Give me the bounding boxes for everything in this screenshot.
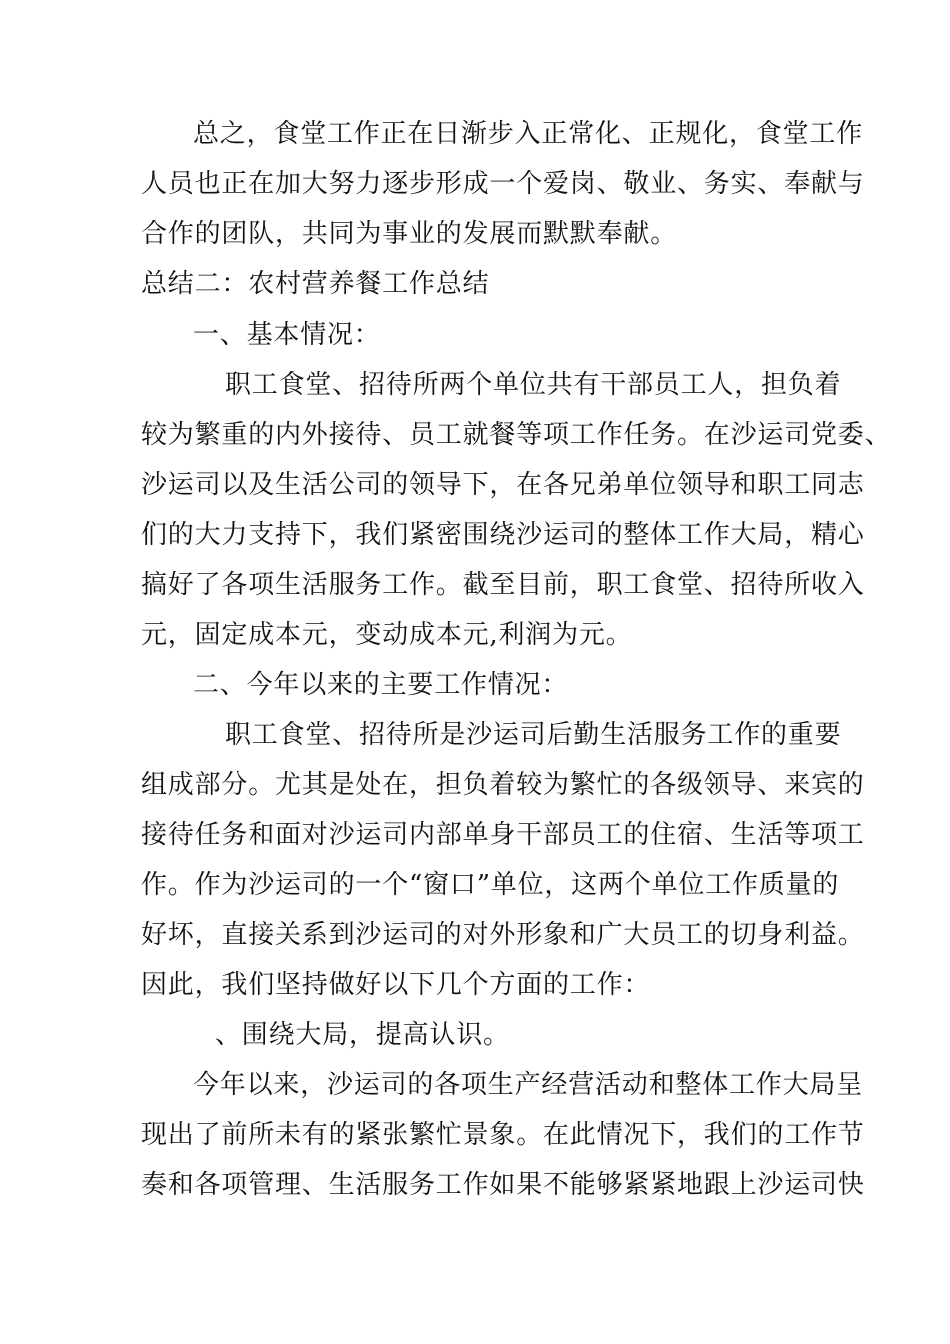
- paragraph-line: 总之，食堂工作正在日渐步入正常化、正规化，食堂工作: [193, 119, 864, 149]
- paragraph-line: 较为繁重的内外接待、员工就餐等项工作任务。在沙运司党委、: [141, 420, 892, 450]
- paragraph-line: 沙运司以及生活公司的领导下，在各兄弟单位领导和职工同志: [141, 470, 865, 500]
- paragraph-line: 职工食堂、招待所两个单位共有干部员工人，担负着: [225, 370, 842, 400]
- paragraph-line: 人员也正在加大努力逐步形成一个爱岗、敬业、务实、奉献与: [141, 169, 865, 199]
- paragraph-line: 作。作为沙运司的一个“窗口”单位，这两个单位工作质量的: [141, 870, 840, 900]
- paragraph-line: 合作的团队，共同为事业的发展而默默奉献。: [141, 219, 678, 249]
- paragraph-line: 今年以来，沙运司的各项生产经营活动和整体工作大局呈: [193, 1070, 864, 1100]
- section-heading: 总结二：农村营养餐工作总结: [141, 269, 490, 299]
- subsection-heading: 二、今年以来的主要工作情况：: [193, 670, 569, 700]
- paragraph-line: 奏和各项管理、生活服务工作如果不能够紧紧地跟上沙运司快: [141, 1170, 865, 1200]
- paragraph-line: 组成部分。尤其是处在，担负着较为繁忙的各级领导、来宾的: [141, 770, 865, 800]
- paragraph-line: 搞好了各项生活服务工作。截至目前，职工食堂、招待所收入: [141, 570, 865, 600]
- paragraph-line: 职工食堂、招待所是沙运司后勤生活服务工作的重要: [225, 720, 842, 750]
- paragraph-line: 们的大力支持下，我们紧密围绕沙运司的整体工作大局，精心: [141, 520, 865, 550]
- paragraph-line: 因此，我们坚持做好以下几个方面的工作：: [141, 970, 651, 1000]
- subsection-heading: 一、基本情况：: [193, 320, 381, 350]
- paragraph-line: 好坏，直接关系到沙运司的对外形象和广大员工的切身利益。: [141, 920, 865, 950]
- paragraph-line: 现出了前所未有的紧张繁忙景象。在此情况下，我们的工作节: [141, 1120, 865, 1150]
- paragraph-line: 元，固定成本元，变动成本元,利润为元。: [141, 620, 633, 650]
- list-item-heading: 、围绕大局，提高认识。: [215, 1020, 510, 1050]
- paragraph-line: 接待任务和面对沙运司内部单身干部员工的住宿、生活等项工: [141, 820, 865, 850]
